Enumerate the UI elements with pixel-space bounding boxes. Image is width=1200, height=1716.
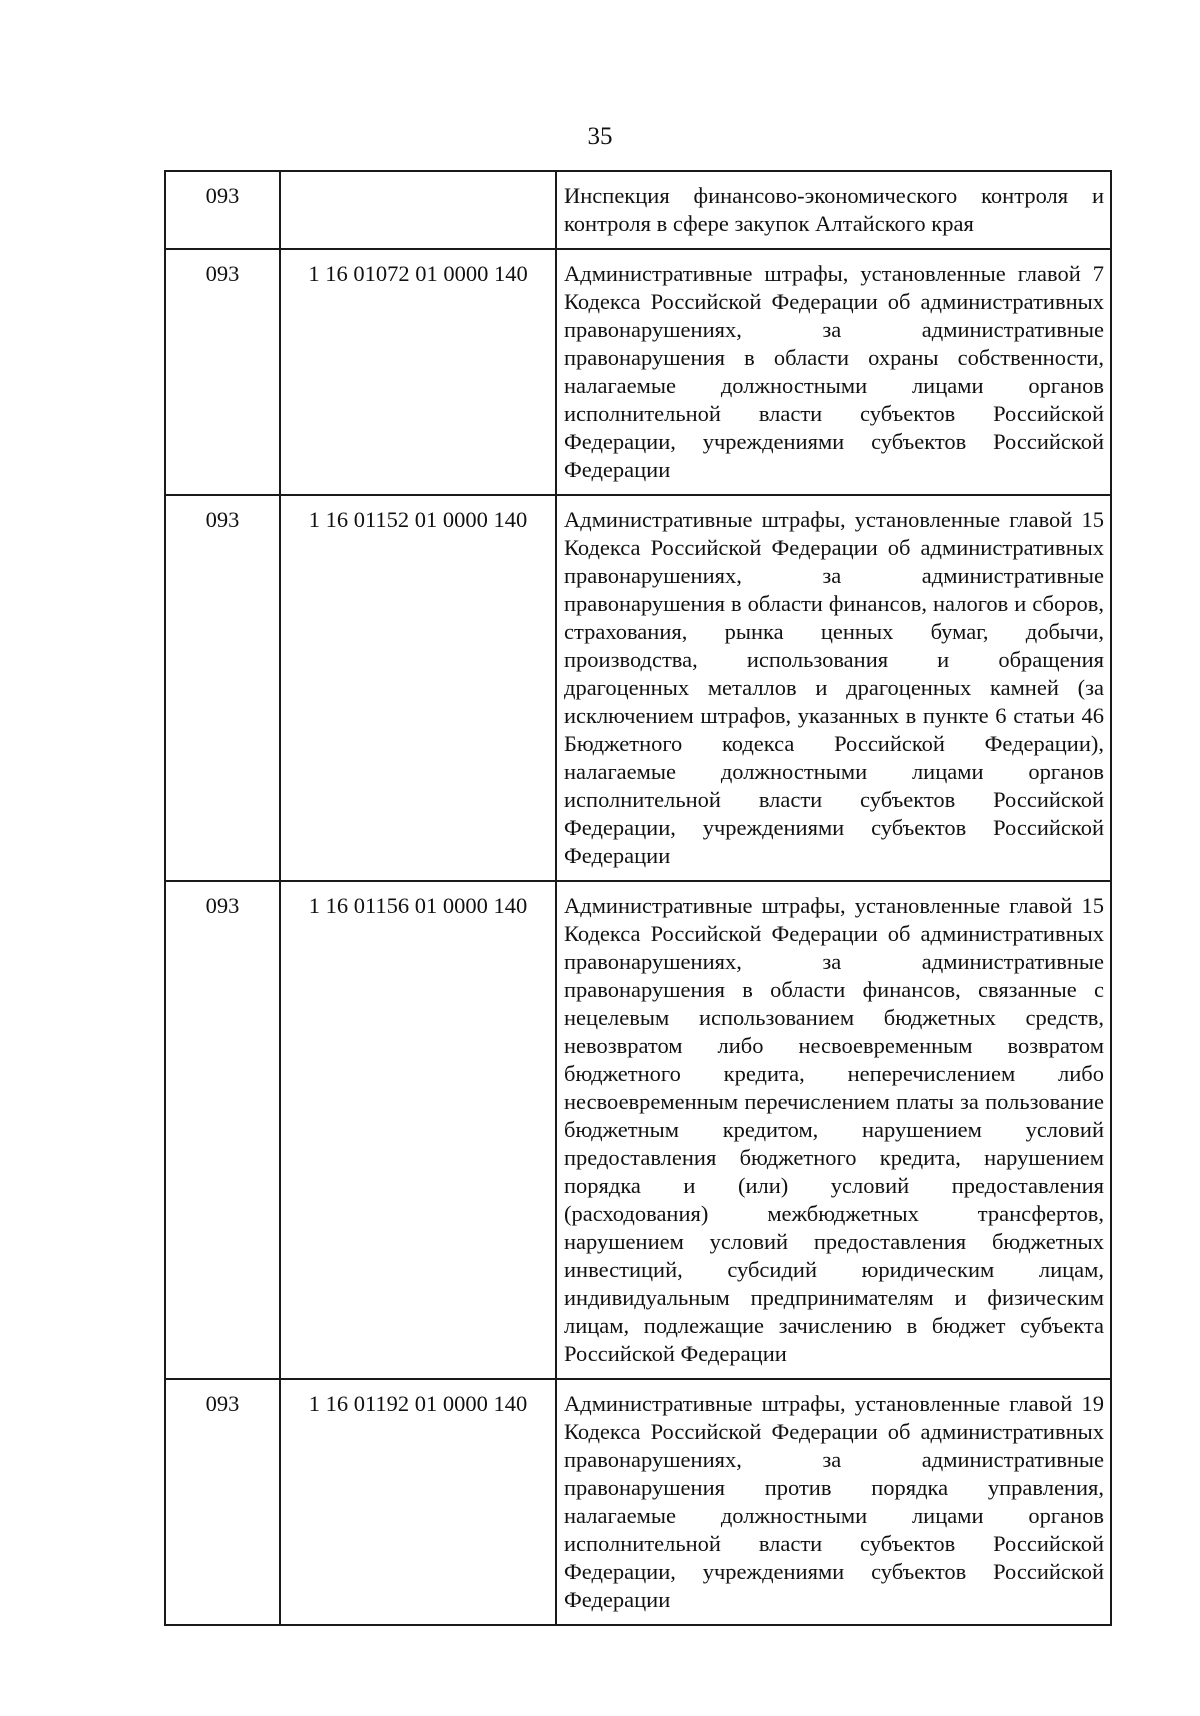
admin-code-cell: 093	[165, 495, 280, 881]
income-code-cell	[280, 171, 556, 249]
admin-code-cell: 093	[165, 171, 280, 249]
income-code-cell: 1 16 01156 01 0000 140	[280, 881, 556, 1379]
page-number: 35	[587, 123, 613, 150]
table-row	[165, 171, 1111, 249]
table-row	[165, 881, 1111, 1379]
income-code-cell: 1 16 01192 01 0000 140	[280, 1379, 556, 1625]
income-name-cell: Административные штрафы, установленные главой 7 Кодекса Российской Федерации об административных правонарушениях, за административные правонарушения в области охраны собственности, налагаемые должностными лицами органов исполнительной власти субъектов Российской Федерации, учреждениями субъектов Российской Федерации	[556, 249, 1111, 495]
income-name-cell: Инспекция финансово-экономического контроля и контроля в сфере закупок Алтайского края	[556, 171, 1111, 249]
income-code-cell: 1 16 01152 01 0000 140	[280, 495, 556, 881]
admin-code-cell: 093	[165, 1379, 280, 1625]
table-row	[165, 249, 1111, 495]
admin-code-cell: 093	[165, 881, 280, 1379]
table-row	[165, 495, 1111, 881]
admin-code-cell: 093	[165, 249, 280, 495]
income-name-cell: Административные штрафы, установленные главой 15 Кодекса Российской Федерации об административных правонарушениях, за административные правонарушения в области финансов, налогов и сборов, страхования, рынка ценных бумаг, добычи, производства, использования и обращения драгоценных металлов и драгоценных камней (за исключением штрафов, указанных в пункте 6 статьи 46 Бюджетного кодекса Российской Федерации), налагаемые должностными лицами органов исполнительной власти субъектов Российской Федерации, учреждениями субъектов Российской Федерации	[556, 495, 1111, 881]
income-code-cell: 1 16 01072 01 0000 140	[280, 249, 556, 495]
income-name-cell: Административные штрафы, установленные главой 19 Кодекса Российской Федерации об административных правонарушениях, за административные правонарушения против порядка управления, налагаемые должностными лицами органов исполнительной власти субъектов Российской Федерации, учреждениями субъектов Российской Федерации	[556, 1379, 1111, 1625]
income-name-cell: Административные штрафы, установленные главой 15 Кодекса Российской Федерации об административных правонарушениях, за административные правонарушения в области финансов, связанные с нецелевым использованием бюджетных средств, невозвратом либо несвоевременным возвратом бюджетного кредита, неперечислением либо несвоевременным перечислением платы за пользование бюджетным кредитом, нарушением условий предоставления бюджетного кредита, нарушением порядка и (или) условий предоставления (расходования) межбюджетных трансфертов, нарушением условий предоставления бюджетных инвестиций, субсидий юридическим лицам, индивидуальным предпринимателям и физическим лицам, подлежащие зачислению в бюджет субъекта Российской Федерации	[556, 881, 1111, 1379]
table-row	[165, 1379, 1111, 1625]
budget-classification-table	[164, 170, 1112, 1626]
